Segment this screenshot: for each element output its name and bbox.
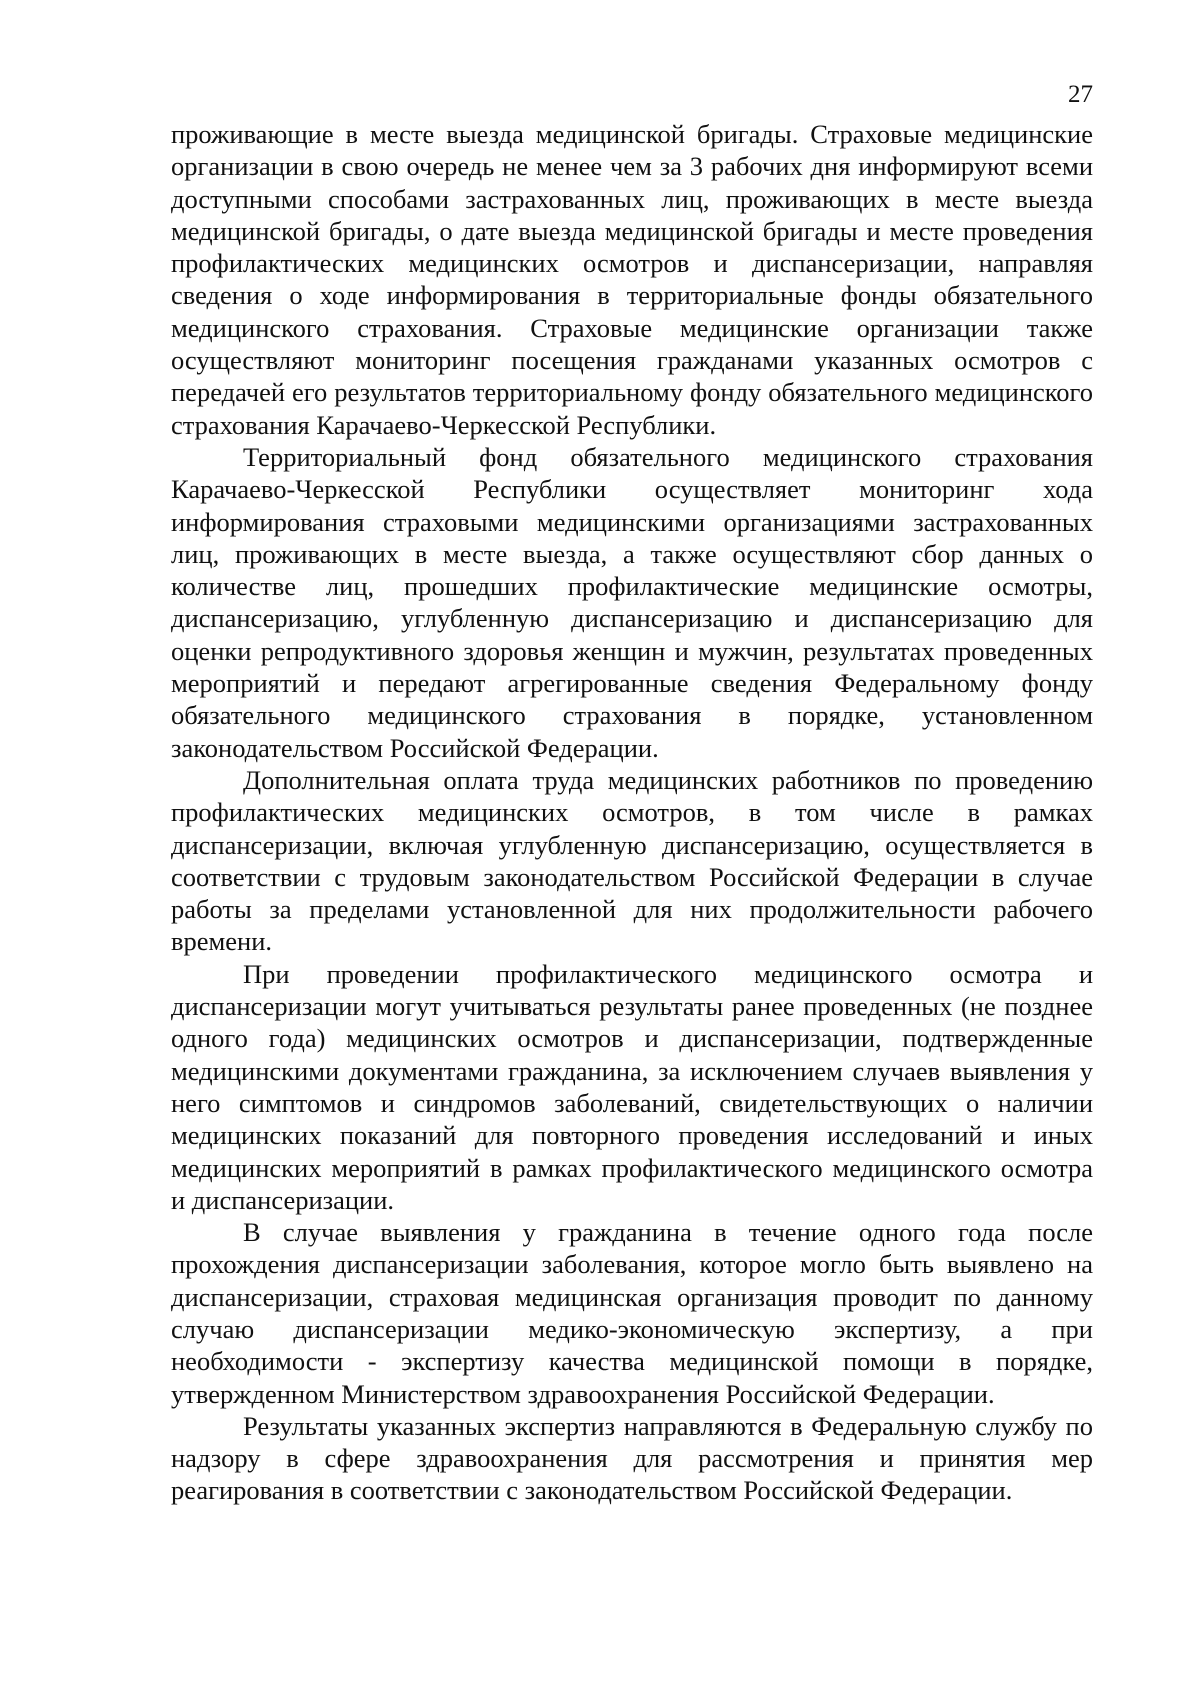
paragraph-prior-results: При проведении профилактического медицинского осмотра и диспансеризации могут учитываться результаты ранее проведенных (не позднее одного года) медицинских осмотров и диспансеризации, подтвержденные медицинскими документами гражданина, за исключением случаев выявления у него симптомов и синдромов заболеваний, свидетельствующих о наличии медицинских показаний для повторного проведения исследований и иных медицинских мероприятий в рамках профилактического медицинского осмотра и диспансеризации.: [171, 958, 1093, 1215]
paragraph-tfoms-monitoring: Территориальный фонд обязательного медицинского страхования Карачаево-Черкесской Республики осуществляет мониторинг хода информирования страховыми медицинскими организациями застрахованных лиц, проживающих в месте выезда, а также осуществляют сбор данных о количестве лиц, прошедших профилактические медицинские осмотры, диспансеризацию, углубленную диспансеризацию и диспансеризацию для оценки репродуктивного здоровья женщин и мужчин, результатах проведенных мероприятий и передают агрегированные сведения Федеральному фонду обязательного медицинского страхования в порядке, установленном законодательством Российской Федерации.: [171, 441, 1093, 763]
paragraph-expertise: В случае выявления у гражданина в течение одного года после прохождения диспансеризации заболевания, которое могло быть выявлено на диспансеризации, страховая медицинская организация проводит по данному случаю диспансеризации медико-экономическую экспертизу, а при необходимости - экспертизу качества медицинской помощи в порядке, утвержденном Министерством здравоохранения Российской Федерации.: [171, 1217, 1093, 1409]
document-body: [171, 118, 1093, 1507]
paragraph-continuation: проживающие в месте выезда медицинской бригады. Страховые медицинские организации в свою очередь не менее чем за 3 рабочих дня информируют всеми доступными способами застрахованных лиц, проживающих в месте выезда медицинской бригады, о дате выезда медицинской бригады и месте проведения профилактических медицинских осмотров и диспансеризации, направляя сведения о ходе информирования в территориальные фонды обязательного медицинского страхования. Страховые медицинские организации также осуществляют мониторинг посещения гражданами указанных осмотров с передачей его результатов территориальному фонду обязательного медицинского страхования Карачаево-Черкесской Республики.: [171, 119, 1093, 440]
paragraph-additional-pay: Дополнительная оплата труда медицинских работников по проведению профилактических медицинских осмотров, в том числе в рамках диспансеризации, включая углубленную диспансеризацию, осуществляется в соответствии с трудовым законодательством Российской Федерации в случае работы за пределами установленной для них продолжительности рабочего времени.: [171, 764, 1093, 957]
paragraph-expertise-results: Результаты указанных экспертиз направляются в Федеральную службу по надзору в сфере здравоохранения для рассмотрения и принятия мер реагирования в соответствии с законодательством Российской Федерации.: [171, 1410, 1093, 1506]
page-number: 27: [1068, 81, 1093, 108]
